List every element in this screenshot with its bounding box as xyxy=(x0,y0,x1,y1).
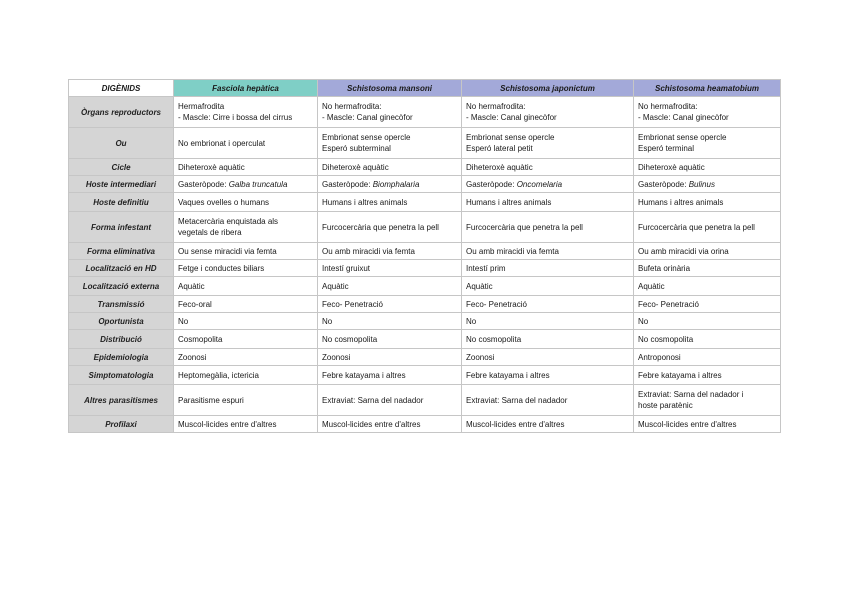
row-label: Epidemiologia xyxy=(69,349,174,366)
cell-fasciola xyxy=(174,366,318,385)
header-col-fasciola: Fasciola hepàtica xyxy=(174,80,318,97)
table-row xyxy=(69,330,781,349)
cell-text: Esperó lateral petit xyxy=(466,144,533,153)
cell-text: No xyxy=(466,316,477,326)
cell-text: - Mascle: Cirre i bossa del cirrus xyxy=(178,113,293,122)
cell-japonictum xyxy=(462,349,634,366)
row-label: Distribució xyxy=(69,330,174,349)
cell-japonictum xyxy=(462,277,634,296)
cell-text: Intestí gruixut xyxy=(322,263,371,273)
cell-mansoni xyxy=(318,277,462,296)
table-row xyxy=(69,97,781,128)
cell-text: hoste paratènic xyxy=(638,401,693,410)
cell-fasciola xyxy=(174,277,318,296)
cell-fasciola xyxy=(174,97,318,128)
row-label: Altres parasitismes xyxy=(69,385,174,416)
cell-text: Diheteroxè aquàtic xyxy=(466,162,533,172)
row-label: Cicle xyxy=(69,159,174,176)
cell-mansoni xyxy=(318,349,462,366)
cell-text: Diheteroxè aquàtic xyxy=(322,162,389,172)
cell-text: vegetals de ribera xyxy=(178,228,242,237)
cell-japonictum xyxy=(462,296,634,313)
cell-text: Febre katayama i altres xyxy=(466,370,550,380)
cell-text: Diheteroxè aquàtic xyxy=(178,162,245,172)
table-row xyxy=(69,296,781,313)
cell-japonictum xyxy=(462,212,634,243)
cell-text: No cosmopolita xyxy=(466,334,522,344)
cell-text: No hermafrodita: xyxy=(638,102,698,111)
cell-text: Gasteròpode: Bulinus xyxy=(638,179,715,189)
cell-fasciola xyxy=(174,212,318,243)
cell-fasciola xyxy=(174,296,318,313)
cell-japonictum xyxy=(462,97,634,128)
cell-fasciola xyxy=(174,313,318,330)
row-label: Hoste definitiu xyxy=(69,193,174,212)
cell-heamatobium xyxy=(634,128,781,159)
cell-text: Gasteròpode: Biomphalaria xyxy=(322,179,420,189)
cell-text: Febre katayama i altres xyxy=(638,370,722,380)
cell-mansoni xyxy=(318,296,462,313)
cell-heamatobium xyxy=(634,193,781,212)
species-name: Galba truncatula xyxy=(228,179,288,189)
cell-fasciola xyxy=(174,193,318,212)
cell-fasciola xyxy=(174,260,318,277)
cell-text: Parasitisme espuri xyxy=(178,395,244,405)
cell-japonictum xyxy=(462,313,634,330)
cell-heamatobium xyxy=(634,260,781,277)
cell-fasciola xyxy=(174,243,318,260)
row-label: Localització externa xyxy=(69,277,174,296)
cell-text: Vaques ovelles o humans xyxy=(178,197,270,207)
cell-heamatobium xyxy=(634,212,781,243)
cell-text: Cosmopolita xyxy=(178,334,223,344)
cell-mansoni xyxy=(318,159,462,176)
cell-text: No hermafrodita: xyxy=(322,102,382,111)
cell-text: No cosmopolita xyxy=(322,334,378,344)
cell-text: Zoonosi xyxy=(178,352,207,362)
cell-text: No xyxy=(178,316,189,326)
cell-text: No cosmopolita xyxy=(638,334,694,344)
cell-heamatobium xyxy=(634,243,781,260)
cell-text: Humans i altres animals xyxy=(322,197,408,207)
cell-text: Muscol-licides entre d'altres xyxy=(178,419,277,429)
cell-text: Ou amb miracidi via orina xyxy=(638,246,729,256)
cell-text: Diheteroxè aquàtic xyxy=(638,162,705,172)
cell-text: Esperó terminal xyxy=(638,144,695,153)
cell-mansoni xyxy=(318,193,462,212)
table-body xyxy=(69,97,781,433)
cell-text: - Mascle: Canal ginecòfor xyxy=(638,113,729,122)
cell-text: Fetge i conductes biliars xyxy=(178,263,265,273)
cell-text: No hermafrodita: xyxy=(466,102,526,111)
cell-heamatobium xyxy=(634,159,781,176)
cell-text: Zoonosi xyxy=(322,352,351,362)
cell-text: Humans i altres animals xyxy=(638,197,724,207)
table-row xyxy=(69,193,781,212)
cell-text: Aquàtic xyxy=(322,281,349,291)
cell-heamatobium xyxy=(634,277,781,296)
cell-text: Antroponosi xyxy=(638,352,681,362)
cell-text: Esperó subterminal xyxy=(322,144,391,153)
table-row xyxy=(69,385,781,416)
cell-text: Aquàtic xyxy=(466,281,493,291)
cell-heamatobium xyxy=(634,349,781,366)
cell-fasciola xyxy=(174,128,318,159)
row-label: Forma eliminativa xyxy=(69,243,174,260)
cell-text: Muscol-licides entre d'altres xyxy=(466,419,565,429)
cell-text: Furcocercària que penetra la pell xyxy=(638,222,755,232)
cell-text: Extraviat: Sarna del nadador i xyxy=(638,390,744,399)
table-row xyxy=(69,416,781,433)
cell-mansoni xyxy=(318,313,462,330)
cell-fasciola xyxy=(174,349,318,366)
cell-japonictum xyxy=(462,159,634,176)
cell-mansoni xyxy=(318,128,462,159)
table-row xyxy=(69,176,781,193)
cell-fasciola xyxy=(174,385,318,416)
cell-text: Febre katayama i altres xyxy=(322,370,406,380)
cell-mansoni xyxy=(318,243,462,260)
cell-japonictum xyxy=(462,176,634,193)
cell-mansoni xyxy=(318,97,462,128)
cell-text: Gasteròpode: Oncomelaria xyxy=(466,179,563,189)
table-row xyxy=(69,349,781,366)
cell-japonictum xyxy=(462,243,634,260)
table-row xyxy=(69,128,781,159)
cell-text: Furcocercària que penetra la pell xyxy=(466,222,583,232)
header-row xyxy=(69,80,781,97)
table-row xyxy=(69,212,781,243)
row-label: Simptomatologia xyxy=(69,366,174,385)
row-label: Oportunista xyxy=(69,313,174,330)
cell-text: Muscol-licides entre d'altres xyxy=(638,419,737,429)
cell-text: Extraviat: Sarna del nadador xyxy=(466,395,568,405)
table-row xyxy=(69,277,781,296)
cell-text: Aquàtic xyxy=(638,281,665,291)
cell-text: Embrionat sense opercle xyxy=(466,133,555,142)
table-row xyxy=(69,159,781,176)
cell-text: Zoonosi xyxy=(466,352,495,362)
row-label: Forma infestant xyxy=(69,212,174,243)
table-row xyxy=(69,260,781,277)
cell-text: Aquàtic xyxy=(178,281,205,291)
cell-text: Hermafrodita xyxy=(178,102,225,111)
digenids-comparison-table xyxy=(68,79,781,433)
cell-fasciola xyxy=(174,159,318,176)
cell-text: Feco- Penetració xyxy=(638,299,699,309)
table-row xyxy=(69,243,781,260)
cell-japonictum xyxy=(462,385,634,416)
cell-text: Humans i altres animals xyxy=(466,197,552,207)
species-name: Oncomelaria xyxy=(516,179,563,189)
cell-text: Extraviat: Sarna del nadador xyxy=(322,395,424,405)
cell-text: Furcocercària que penetra la pell xyxy=(322,222,439,232)
cell-text: Feco- Penetració xyxy=(322,299,383,309)
cell-text: No embrionat i operculat xyxy=(178,138,266,148)
cell-heamatobium xyxy=(634,330,781,349)
cell-text: No xyxy=(638,316,649,326)
species-name: Bulinus xyxy=(688,179,715,189)
cell-text: Ou amb miracidi via femta xyxy=(466,246,559,256)
cell-mansoni xyxy=(318,385,462,416)
cell-text: Embrionat sense opercle xyxy=(638,133,727,142)
table-row xyxy=(69,313,781,330)
row-label: Localització en HD xyxy=(69,260,174,277)
cell-fasciola xyxy=(174,176,318,193)
row-label: Òrgans reproductors xyxy=(69,97,174,128)
cell-text: Intestí prim xyxy=(466,263,506,273)
cell-japonictum xyxy=(462,416,634,433)
cell-mansoni xyxy=(318,260,462,277)
row-label: Hoste intermediari xyxy=(69,176,174,193)
cell-heamatobium xyxy=(634,313,781,330)
cell-mansoni xyxy=(318,212,462,243)
cell-mansoni xyxy=(318,416,462,433)
cell-mansoni xyxy=(318,366,462,385)
cell-fasciola xyxy=(174,330,318,349)
row-label: Ou xyxy=(69,128,174,159)
cell-text: Ou sense miracidi via femta xyxy=(178,246,277,256)
cell-heamatobium xyxy=(634,176,781,193)
cell-mansoni xyxy=(318,330,462,349)
cell-japonictum xyxy=(462,330,634,349)
cell-text: Feco-oral xyxy=(178,299,212,309)
cell-text: Feco- Penetració xyxy=(466,299,527,309)
cell-text: Muscol-licides entre d'altres xyxy=(322,419,421,429)
cell-fasciola xyxy=(174,416,318,433)
cell-text: Embrionat sense opercle xyxy=(322,133,411,142)
cell-heamatobium xyxy=(634,416,781,433)
row-label: Profilaxi xyxy=(69,416,174,433)
cell-text: - Mascle: Canal ginecòfor xyxy=(322,113,413,122)
cell-heamatobium xyxy=(634,97,781,128)
cell-japonictum xyxy=(462,366,634,385)
cell-japonictum xyxy=(462,193,634,212)
cell-japonictum xyxy=(462,128,634,159)
cell-text: Bufeta orinària xyxy=(638,263,691,273)
cell-heamatobium xyxy=(634,385,781,416)
cell-text: Gasteròpode: Galba truncatula xyxy=(178,179,288,189)
cell-heamatobium xyxy=(634,296,781,313)
species-name: Biomphalaria xyxy=(372,179,420,189)
cell-text: Ou amb miracidi via femta xyxy=(322,246,415,256)
row-label: Transmissió xyxy=(69,296,174,313)
header-col-heamatobium: Schistosoma heamatobium xyxy=(634,80,781,97)
cell-japonictum xyxy=(462,260,634,277)
cell-text: Heptomegàlia, ictericia xyxy=(178,370,259,380)
header-col-mansoni: Schistosoma mansoni xyxy=(318,80,462,97)
cell-text: Metacercària enquistada als xyxy=(178,217,279,226)
header-col-japonictum: Schistosoma japonictum xyxy=(462,80,634,97)
cell-mansoni xyxy=(318,176,462,193)
header-row-label: DIGÈNIDS xyxy=(69,80,174,97)
cell-heamatobium xyxy=(634,366,781,385)
cell-text: No xyxy=(322,316,333,326)
cell-text: - Mascle: Canal ginecòfor xyxy=(466,113,557,122)
table-row xyxy=(69,366,781,385)
